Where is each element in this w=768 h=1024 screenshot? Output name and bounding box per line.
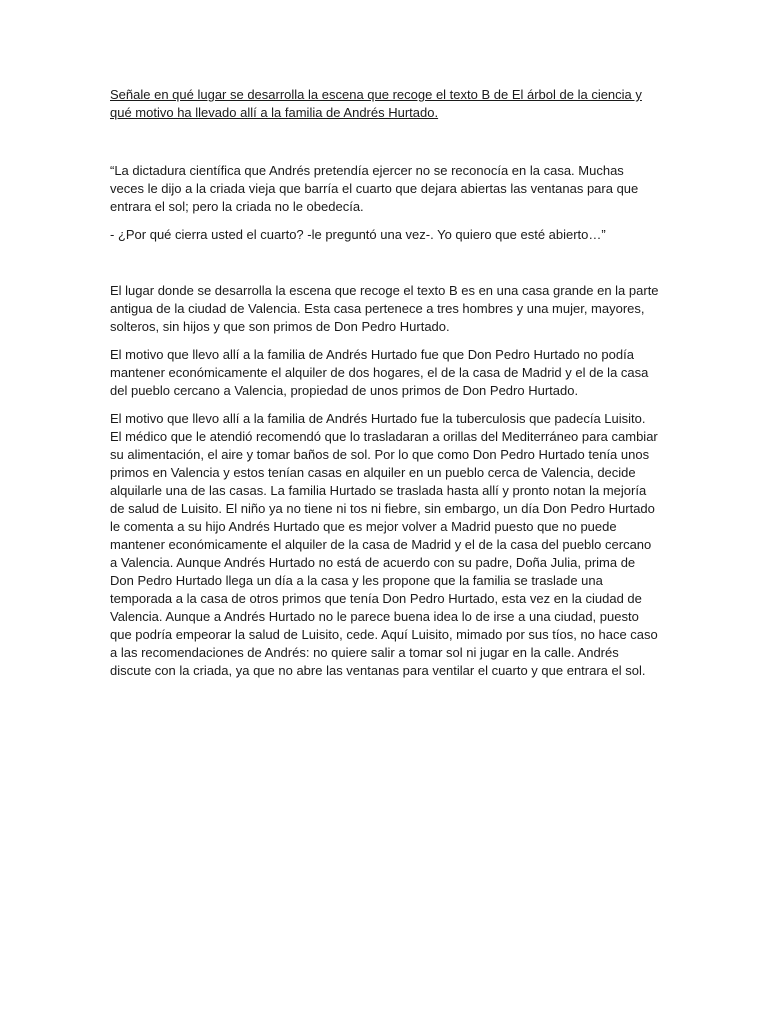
quote-paragraph: “La dictadura científica que Andrés pretendía ejercer no se reconocía en la casa. Muchas veces le dijo a la criada vieja que barría el cuarto que dejara abiertas las ventanas para que entrara el sol; pero la criada no le obedecía.	[110, 163, 639, 214]
answer-block	[110, 282, 660, 680]
answer-paragraph: El lugar donde se desarrolla la escena que recoge el texto B es en una casa grande en la parte antigua de la ciudad de Valencia. Esta casa pertenece a tres hombres y una mujer, mayores, solteros, sin hijos y que son primos de Don Pedro Hurtado.	[110, 283, 659, 334]
quote-paragraph: - ¿Por qué cierra usted el cuarto? -le preguntó una vez-. Yo quiero que esté abierto…”	[110, 227, 606, 242]
question-text: Señale en qué lugar se desarrolla la escena que recoge el texto B de El árbol de la ciencia y qué motivo ha llevado allí a la familia de Andrés Hurtado	[110, 87, 642, 120]
document-page	[110, 86, 660, 690]
question-period: .	[434, 105, 439, 120]
quote-block	[110, 162, 660, 244]
answer-paragraph: El motivo que llevo allí a la familia de Andrés Hurtado fue que Don Pedro Hurtado no podía mantener económicamente el alquiler de dos hogares, el de la casa de Madrid y el de la casa del pueblo cercano a Valencia, propiedad de unos primos de Don Pedro Hurtado.	[110, 347, 649, 398]
question-heading	[110, 86, 660, 122]
answer-paragraph: El motivo que llevo allí a la familia de Andrés Hurtado fue la tuberculosis que padecía Luisito. El médico que le atendió recomendó que lo trasladaran a orillas del Mediterráneo para cambiar su alimentación, el aire y tomar baños de sol. Por lo que como Don Pedro Hurtado tenía unos primos en Valencia y estos tenían casas en alquiler en un pueblo cerca de Valencia, decide alquilarle una de las casas. La familia Hurtado se traslada hasta allí y pronto notan la mejoría de salud de Luisito. El niño ya no tiene ni tos ni fiebre, sin embargo, un día Don Pedro Hurtado le comenta a su hijo Andrés Hurtado que es mejor volver a Madrid puesto que no puede mantener económicamente el alquiler de la casa de Madrid y el de la casa del pueblo cercano a Valencia. Aunque Andrés Hurtado no está de acuerdo con su padre, Doña Julia, prima de Don Pedro Hurtado llega un día a la casa y les propone que la familia se traslade una temporada a la casa de otros primos que tenía Don Pedro Hurtado, esta vez en la ciudad de Valencia. Aunque a Andrés Hurtado no le parece buena idea lo de irse a una ciudad, puesto que podría empeorar la salud de Luisito, cede. Aquí Luisito, mimado por sus tíos, no hace caso a las recomendaciones de Andrés: no quiere salir a tomar sol ni jugar en la calle. Andrés discute con la criada, ya que no abre las ventanas para ventilar el cuarto y que entrara el sol.	[110, 411, 658, 678]
